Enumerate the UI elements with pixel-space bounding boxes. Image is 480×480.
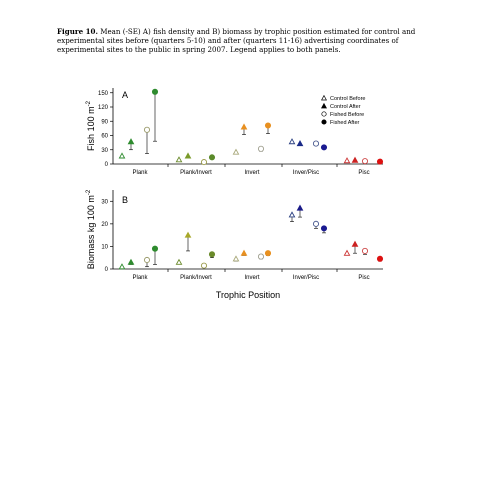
data-point-control-before xyxy=(289,212,294,217)
data-point-control-after xyxy=(297,141,302,146)
data-point-control-before xyxy=(233,256,238,261)
y-tick-label: 10 xyxy=(101,244,108,251)
y-tick-label: 0 xyxy=(104,267,108,273)
data-point-fished-after xyxy=(209,155,214,160)
data-point-control-after xyxy=(185,153,190,158)
data-point-fished-before xyxy=(362,159,367,164)
legend xyxy=(322,96,366,126)
x-axis-label: Trophic Position xyxy=(215,290,281,300)
data-point-control-before xyxy=(344,251,349,256)
data-point-fished-after xyxy=(265,251,270,256)
y-axis-label: Fish 100 $m^{-2}$ xyxy=(86,101,96,151)
y-tick-label: 30 xyxy=(101,199,108,206)
data-point-fished-before xyxy=(201,160,206,165)
x-tick-label: Plank/Invert xyxy=(180,170,212,176)
data-point-fished-before xyxy=(362,248,367,253)
data-point-control-after xyxy=(241,251,246,256)
data-point-fished-after xyxy=(377,256,382,261)
x-tick-label: Plank xyxy=(132,170,148,176)
panel-label: A xyxy=(122,90,129,100)
y-tick-label: 30 xyxy=(101,147,108,154)
y-tick-label: 20 xyxy=(101,221,108,228)
x-tick-label: Plank xyxy=(132,275,148,281)
data-point-fished-before xyxy=(258,254,263,259)
data-point-control-after xyxy=(128,139,133,144)
panel-b xyxy=(86,189,383,300)
panel-a xyxy=(86,88,383,176)
legend-marker xyxy=(322,120,326,124)
data-point-control-after xyxy=(241,124,246,129)
data-point-fished-after xyxy=(209,252,214,257)
legend-marker xyxy=(322,104,327,108)
data-point-control-after xyxy=(185,233,190,238)
y-tick-label: 150 xyxy=(97,90,108,97)
data-point-fished-before xyxy=(144,127,149,132)
data-point-control-after xyxy=(128,260,133,265)
data-point-control-before xyxy=(176,157,181,162)
legend-marker xyxy=(322,96,327,100)
data-point-fished-before xyxy=(144,257,149,262)
caption-label: Figure 10. xyxy=(57,27,98,36)
x-tick-label: Pisc xyxy=(358,170,370,176)
data-point-control-after xyxy=(352,242,357,247)
data-point-control-before xyxy=(119,153,124,158)
legend-label: Control After xyxy=(330,104,361,110)
x-tick-label: Invert xyxy=(244,275,260,281)
data-point-control-before xyxy=(176,260,181,265)
data-point-fished-before xyxy=(258,146,263,151)
data-point-fished-after xyxy=(321,226,326,231)
legend-label: Fished After xyxy=(330,120,360,126)
y-tick-label: 0 xyxy=(104,162,108,168)
data-point-fished-before xyxy=(201,263,206,268)
data-point-control-before xyxy=(119,264,124,269)
panel-label: B xyxy=(122,195,129,205)
y-tick-label: 120 xyxy=(97,105,108,111)
data-point-fished-after xyxy=(152,246,157,251)
data-point-fished-after xyxy=(152,89,157,94)
x-tick-label: Inver/Pisc xyxy=(292,275,320,281)
legend-label: Fished Before xyxy=(330,112,365,118)
y-axis-label: Biomass kg 100 $m^{-2}$ xyxy=(86,189,96,270)
x-tick-label: Invert xyxy=(244,170,260,176)
data-point-fished-after xyxy=(265,123,270,128)
x-tick-label: Plank/Invert xyxy=(180,275,212,281)
x-tick-label: Pisc xyxy=(358,275,370,281)
data-point-control-after xyxy=(297,205,302,210)
legend-marker xyxy=(322,112,326,116)
y-tick-label: 90 xyxy=(101,119,108,126)
data-point-control-after xyxy=(352,158,357,163)
data-point-fished-before xyxy=(313,141,318,146)
legend-label: Control Before xyxy=(330,96,366,102)
data-point-control-before xyxy=(289,139,294,144)
data-point-control-before xyxy=(233,150,238,155)
data-point-fished-after xyxy=(321,145,326,150)
y-tick-label: 60 xyxy=(101,133,108,140)
data-point-fished-after xyxy=(377,159,382,164)
caption-text: Mean (-SE) A) fish density and B) biomass by trophic position estimated for control and experimental sites before (quarters 5-10) and after (quarters 11-16) advertising coordinates of experimental sites to the public in spring 2007. Legend applies to both panels. xyxy=(57,27,416,54)
data-point-control-before xyxy=(344,158,349,163)
x-tick-label: Inver/Pisc xyxy=(292,170,320,176)
data-point-fished-before xyxy=(313,221,318,226)
